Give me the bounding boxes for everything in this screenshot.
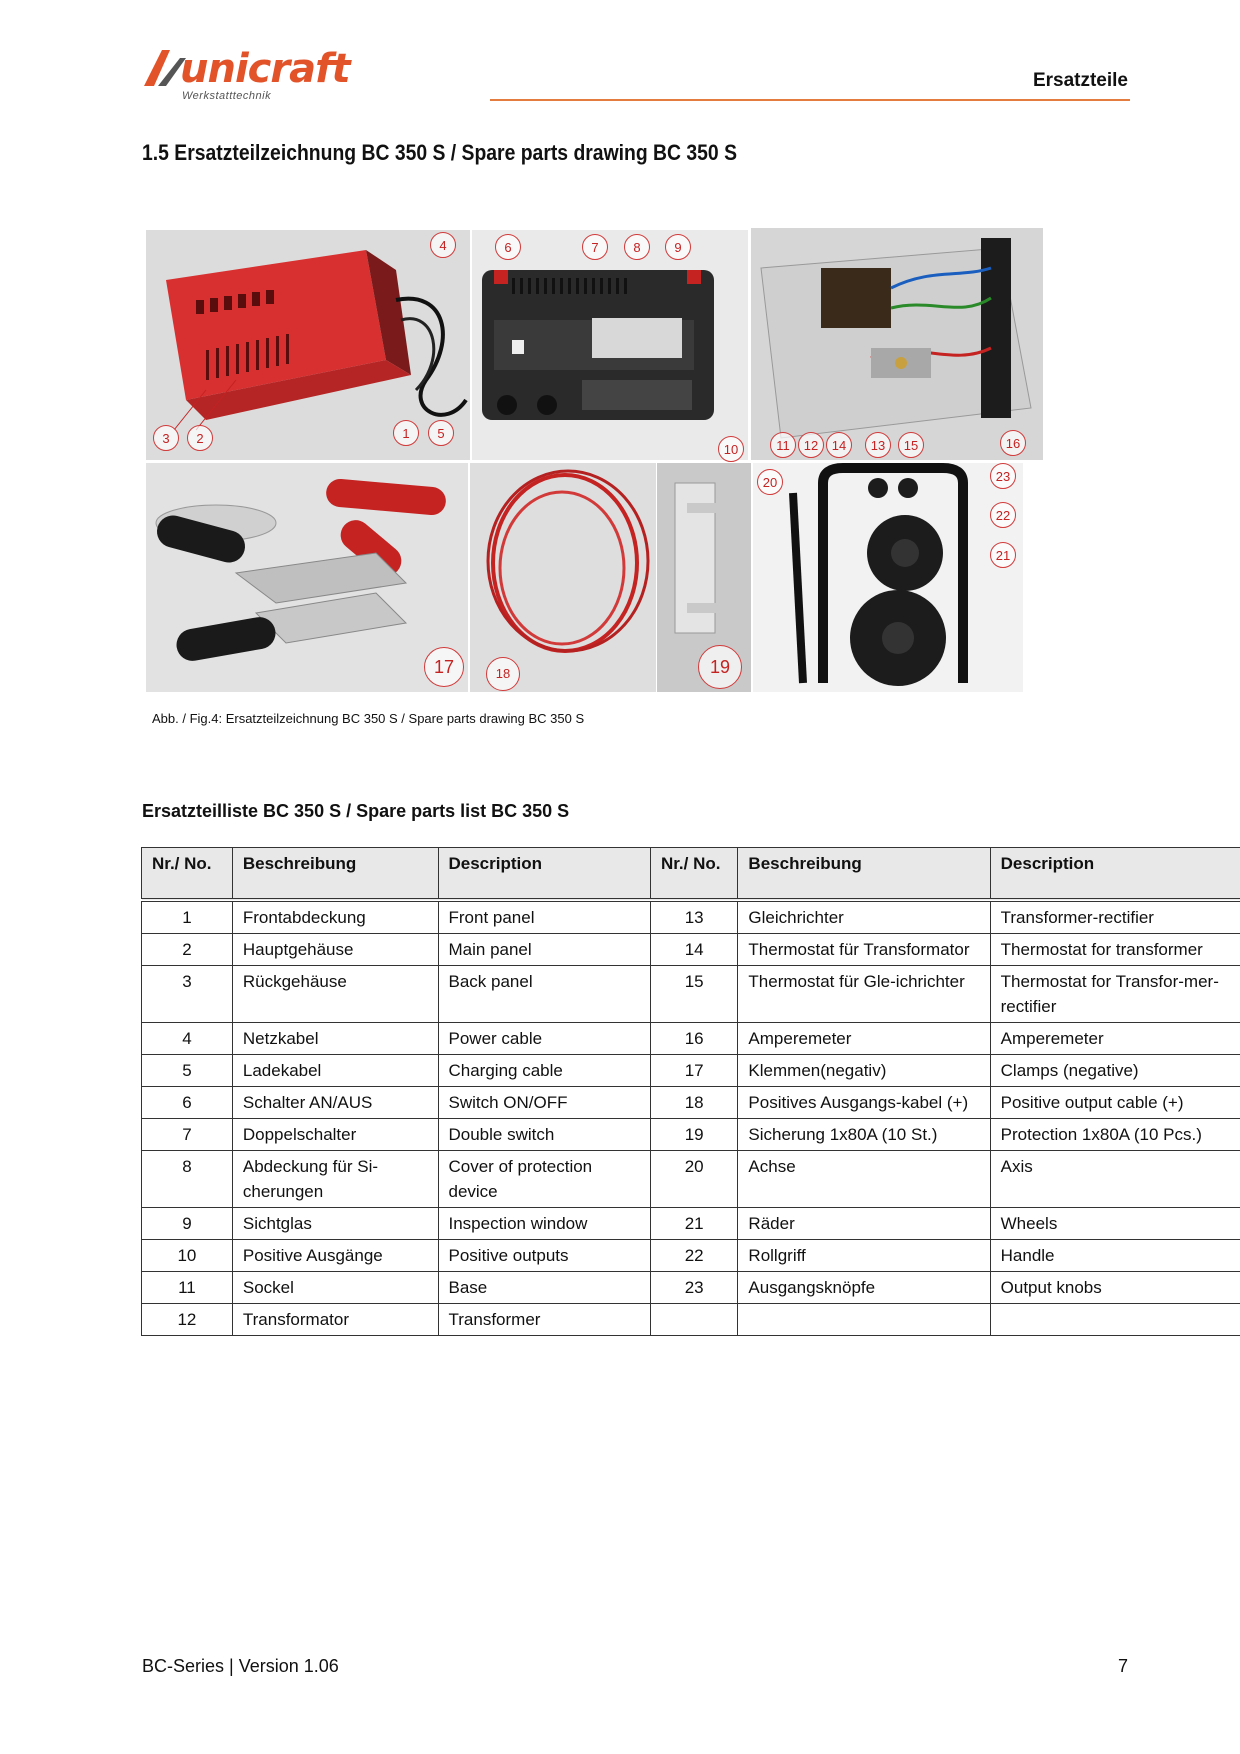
table-cell: 21: [650, 1208, 737, 1240]
table-cell: Positive output cable (+): [990, 1087, 1240, 1119]
table-cell: Transformator: [232, 1304, 438, 1336]
table-cell: Rollgriff: [738, 1240, 990, 1272]
table-cell: Front panel: [438, 900, 650, 934]
callout-16: 16: [1000, 430, 1026, 456]
table-cell: Double switch: [438, 1119, 650, 1151]
photo-clamps: [146, 463, 468, 692]
table-cell: Positive Ausgänge: [232, 1240, 438, 1272]
callout-18: 18: [486, 657, 520, 691]
callout-19: 19: [698, 645, 742, 689]
table-cell: 14: [650, 934, 737, 966]
table-cell: 12: [142, 1304, 233, 1336]
header-description-right: Description: [990, 848, 1240, 901]
table-row: [142, 966, 1240, 1023]
callout-5: 5: [428, 420, 454, 446]
photo-front-panel: [472, 230, 748, 460]
table-cell: Main panel: [438, 934, 650, 966]
table-cell: Cover of protection device: [438, 1151, 650, 1208]
table-cell: Transformer-rectifier: [990, 900, 1240, 934]
table-cell: Handle: [990, 1240, 1240, 1272]
table-header-row: [142, 848, 1240, 901]
table-row: [142, 1304, 1240, 1336]
table-cell: Gleichrichter: [738, 900, 990, 934]
table-cell: Schalter AN/AUS: [232, 1087, 438, 1119]
table-cell: 11: [142, 1272, 233, 1304]
table-cell: Ausgangsknöpfe: [738, 1272, 990, 1304]
table-cell: Amperemeter: [738, 1023, 990, 1055]
table-cell: Output knobs: [990, 1272, 1240, 1304]
table-cell: Sicherung 1x80A (10 St.): [738, 1119, 990, 1151]
table-cell: Hauptgehäuse: [232, 934, 438, 966]
table-cell: Doppelschalter: [232, 1119, 438, 1151]
callout-2: 2: [187, 425, 213, 451]
callout-15: 15: [898, 432, 924, 458]
table-row: [142, 1119, 1240, 1151]
table-cell: Räder: [738, 1208, 990, 1240]
callout-13: 13: [865, 432, 891, 458]
table-cell: 16: [650, 1023, 737, 1055]
table-cell: Wheels: [990, 1208, 1240, 1240]
parts-list-title: Ersatzteilliste BC 350 S / Spare parts list BC 350 S: [142, 801, 570, 821]
header-beschreibung-left: Beschreibung: [232, 848, 438, 901]
callout-6: 6: [495, 234, 521, 260]
table-cell: 1: [142, 900, 233, 934]
callout-22: 22: [990, 502, 1016, 528]
table-cell: 23: [650, 1272, 737, 1304]
table-cell: Netzkabel: [232, 1023, 438, 1055]
table-cell: Ladekabel: [232, 1055, 438, 1087]
table-row: [142, 934, 1240, 966]
logo-word: unicraft: [180, 46, 350, 92]
table-cell: Power cable: [438, 1023, 650, 1055]
table-cell: Positives Ausgangs-kabel (+): [738, 1087, 990, 1119]
page-title: 1.5 Ersatzteilzeichnung BC 350 S / Spare parts drawing BC 350 S: [142, 140, 737, 165]
unicraft-logo: [140, 44, 380, 104]
table-cell: Axis: [990, 1151, 1240, 1208]
callout-14: 14: [826, 432, 852, 458]
table-cell: 5: [142, 1055, 233, 1087]
table-cell: Thermostat for Transfor-mer-rectifier: [990, 966, 1240, 1023]
table-row: [142, 1023, 1240, 1055]
callout-9: 9: [665, 234, 691, 260]
table-cell: 13: [650, 900, 737, 934]
callout-17: 17: [424, 647, 464, 687]
table-cell: Amperemeter: [990, 1023, 1240, 1055]
table-cell: 6: [142, 1087, 233, 1119]
callout-1: 1: [393, 420, 419, 446]
table-row: [142, 1087, 1240, 1119]
table-cell: 20: [650, 1151, 737, 1208]
logo-subtitle: Werkstatttechnik: [182, 90, 272, 102]
table-cell: 9: [142, 1208, 233, 1240]
callout-12: 12: [798, 432, 824, 458]
callout-7: 7: [582, 234, 608, 260]
internals-image: [751, 228, 1043, 460]
table-cell: Thermostat for transformer: [990, 934, 1240, 966]
table-cell: 7: [142, 1119, 233, 1151]
table-cell: Clamps (negative): [990, 1055, 1240, 1087]
section-label: Ersatzteile: [1032, 70, 1128, 91]
callout-21: 21: [990, 542, 1016, 568]
photo-internals: [751, 228, 1043, 460]
callout-4: 4: [430, 232, 456, 258]
table-cell: Frontabdeckung: [232, 900, 438, 934]
table-cell: 4: [142, 1023, 233, 1055]
table-cell: Thermostat für Transformator: [738, 934, 990, 966]
table-cell: 18: [650, 1087, 737, 1119]
table-cell: Sichtglas: [232, 1208, 438, 1240]
table-cell: 8: [142, 1151, 233, 1208]
footer-version: BC-Series | Version 1.06: [142, 1656, 339, 1676]
header-beschreibung-right: Beschreibung: [738, 848, 990, 901]
spare-parts-table: [141, 847, 1240, 1336]
table-cell: Positive outputs: [438, 1240, 650, 1272]
photo-wheels-handle: [753, 463, 1023, 692]
header-description-left: Description: [438, 848, 650, 901]
table-row: [142, 900, 1240, 934]
callout-11: 11: [770, 432, 796, 458]
table-cell: [738, 1304, 990, 1336]
table-cell: Thermostat für Gle-ichrichter: [738, 966, 990, 1023]
table-cell: Rückgehäuse: [232, 966, 438, 1023]
table-cell: 2: [142, 934, 233, 966]
table-cell: 19: [650, 1119, 737, 1151]
callout-3: 3: [153, 425, 179, 451]
table-cell: 22: [650, 1240, 737, 1272]
table-cell: [650, 1304, 737, 1336]
table-cell: Protection 1x80A (10 Pcs.): [990, 1119, 1240, 1151]
table-cell: Inspection window: [438, 1208, 650, 1240]
table-cell: [990, 1304, 1240, 1336]
wheels-handle-image: [753, 463, 1023, 692]
table-cell: Switch ON/OFF: [438, 1087, 650, 1119]
table-cell: Sockel: [232, 1272, 438, 1304]
table-row: [142, 1240, 1240, 1272]
table-cell: Base: [438, 1272, 650, 1304]
table-cell: Back panel: [438, 966, 650, 1023]
header-rule: [490, 99, 1130, 101]
callout-23: 23: [990, 463, 1016, 489]
table-row: [142, 1055, 1240, 1087]
table-cell: 3: [142, 966, 233, 1023]
table-cell: Achse: [738, 1151, 990, 1208]
table-cell: Charging cable: [438, 1055, 650, 1087]
table-row: [142, 1272, 1240, 1304]
page-number: 7: [1117, 1656, 1128, 1676]
header-nr-left: Nr./ No.: [142, 848, 233, 901]
callout-10: 10: [718, 436, 744, 462]
table-cell: Transformer: [438, 1304, 650, 1336]
table-cell: Klemmen(negativ): [738, 1055, 990, 1087]
table-cell: 17: [650, 1055, 737, 1087]
table-cell: Abdeckung für Si-cherungen: [232, 1151, 438, 1208]
front-panel-image: [472, 230, 748, 460]
table-cell: 15: [650, 966, 737, 1023]
header-nr-right: Nr./ No.: [650, 848, 737, 901]
table-row: [142, 1208, 1240, 1240]
callout-20: 20: [757, 469, 783, 495]
clamps-image: [146, 463, 468, 692]
figure-caption: Abb. / Fig.4: Ersatzteilzeichnung BC 350 S / Spare parts drawing BC 350 S: [152, 711, 585, 726]
table-row: [142, 1151, 1240, 1208]
callout-8: 8: [624, 234, 650, 260]
table-cell: 10: [142, 1240, 233, 1272]
